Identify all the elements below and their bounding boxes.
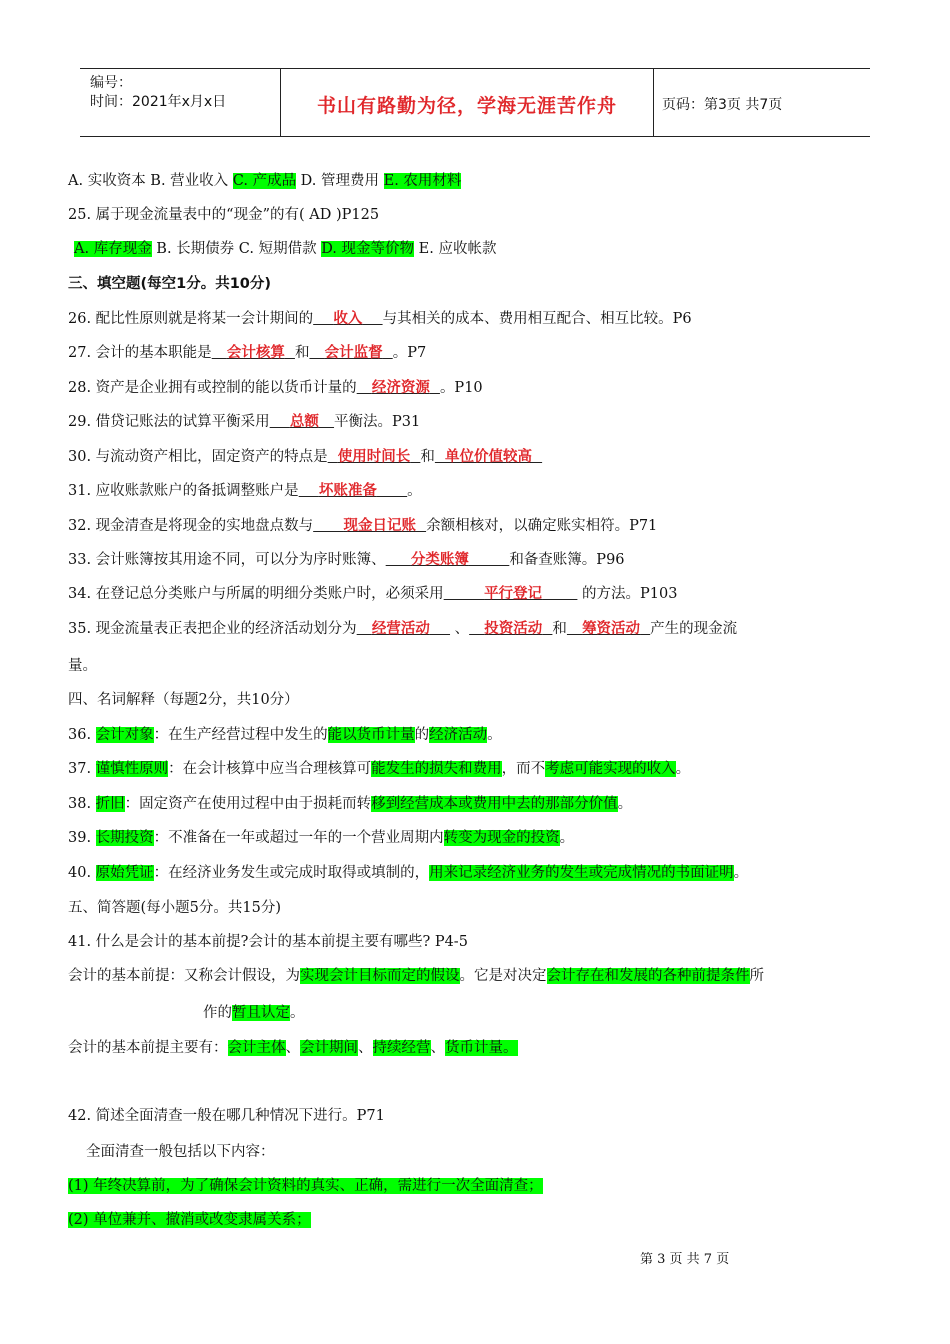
q41-text-4: 作的 <box>203 1005 232 1021</box>
q41-text-5: 。 <box>290 1005 305 1021</box>
section-4-heading: 四、名词解释（每题2分，共10分） <box>68 692 299 708</box>
q32-text: 32. 现金清查是将现金的实地盘点数与 <box>68 518 314 534</box>
q36-key-2: 经济活动 <box>429 727 488 743</box>
q26 <box>68 309 692 329</box>
page-header <box>80 68 870 137</box>
q40-text-end: 。 <box>733 865 749 881</box>
q36-text-end: 。 <box>487 727 502 743</box>
q35-text: 35. 现金流量表正表把企业的经济活动划分为 <box>68 621 357 637</box>
q27-answer-2: 会计监督 <box>324 345 383 361</box>
header-left-cell <box>80 69 281 136</box>
q41-stem: 41. 什么是会计的基本前提?会计的基本前提主要有哪些? P4-5 <box>68 934 468 950</box>
q24-option-ab: A. 实收资本 B. 营业收入 <box>68 173 233 189</box>
q33-answer: 分类账簿 <box>410 552 469 568</box>
q36-number: 36. <box>68 727 96 743</box>
q41-answer-line-1 <box>68 966 764 986</box>
q31-text: 31. 应收账款账户的备抵调整账户是 <box>68 483 299 499</box>
q32-text-end: 余额相核对，以确定账实相符。P71 <box>426 518 658 534</box>
q41-key-3: 暂且认定 <box>232 1005 290 1021</box>
q41-sep-2: 、 <box>358 1040 373 1056</box>
q34 <box>68 584 677 604</box>
q25-option-e: E. 应收帐款 <box>414 241 497 257</box>
q39-key-1: 转变为现金的投资 <box>443 830 560 846</box>
q32-answer: 现金日记账 <box>343 518 416 534</box>
q41-key-1: 实现会计目标而定的假设 <box>300 968 460 984</box>
q30-text: 30. 与流动资产相比，固定资产的特点是 <box>68 449 328 465</box>
q35-and: 和 <box>552 621 567 637</box>
q26-answer: 收入 <box>333 311 363 327</box>
q39-term: 长期投资 <box>95 830 154 846</box>
q27-answer-1: 会计核算 <box>226 345 285 361</box>
q35-answer-1: 经营活动 <box>371 621 430 637</box>
q41-item-1: 会计主体 <box>227 1040 286 1056</box>
q32 <box>68 516 657 536</box>
q36-key-1: 能以货币计量 <box>327 727 415 743</box>
page-footer: 第 3 页 共 7 页 <box>640 1252 730 1267</box>
q39-text: ：不准备在一年或超过一年的一个营业周期内 <box>153 830 444 846</box>
q28-text: 28. 资产是企业拥有或控制的能以货币计量的 <box>68 380 357 396</box>
section-3-heading: 三、填空题(每空1分。共10分) <box>68 276 272 292</box>
q35-answer-3: 筹资活动 <box>582 621 641 637</box>
q24-option-d: D. 管理费用 <box>296 173 384 189</box>
q27 <box>68 343 426 363</box>
q41-answer-line-3 <box>68 1038 518 1058</box>
q40-term: 原始凭证 <box>95 865 154 881</box>
q31-answer: 坏账准备 <box>318 483 377 499</box>
q39-text-end: 。 <box>559 830 575 846</box>
q42-stem: 42. 简述全面清查一般在哪几种情况下进行。P71 <box>68 1108 385 1124</box>
q25-option-bc: B. 长期债券 C. 短期借款 <box>151 241 322 257</box>
q38-key-1: 移到经营成本或费用中去的那部分价值 <box>371 796 618 812</box>
q38-number: 38. <box>68 796 96 812</box>
q41-sep-1: 、 <box>285 1040 300 1056</box>
q34-text-end: 的方法。P103 <box>577 586 678 602</box>
q37-number: 37. <box>68 761 96 777</box>
q25-option-d: D. 现金等价物 <box>321 241 415 257</box>
q28-text-end: 。P10 <box>439 380 483 396</box>
q37-text-2: ，而不 <box>501 761 546 777</box>
q26-text: 26. 配比性原则就是将某一会计期间的 <box>68 311 314 327</box>
q37-key-1: 能发生的损失和费用 <box>371 761 502 777</box>
q39 <box>68 828 574 848</box>
q41-item-3: 持续经营 <box>372 1040 431 1056</box>
q25-stem: 25. 属于现金流量表中的“现金”的有( AD )P125 <box>68 207 380 223</box>
q41-answer-line-2 <box>203 1003 305 1023</box>
q37-key-2: 考虑可能实现的收入 <box>545 761 676 777</box>
header-motto-cell <box>281 69 654 136</box>
q38-text: ：固定资产在使用过程中由于损耗而转 <box>124 796 372 812</box>
q35-text-end: 产生的现金流 <box>650 621 738 637</box>
q42-item-2 <box>68 1210 311 1230</box>
q27-and: 和 <box>294 345 310 361</box>
q26-text-end: 与其相关的成本、费用相互配合、相互比较。P6 <box>382 311 692 327</box>
q29-text-end: 平衡法。P31 <box>334 414 421 430</box>
q29-answer: 总额 <box>289 414 319 430</box>
q40-text: ：在经济业务发生或完成时取得或填制的， <box>153 865 430 881</box>
q28 <box>68 378 483 398</box>
q24-option-e: E. 农用材料 <box>383 173 462 189</box>
q33-text: 33. 会计账簿按其用途不同，可以分为序时账簿、 <box>68 552 386 568</box>
q34-text: 34. 在登记总分类账户与所属的明细分类账户时，必须采用 <box>68 586 444 602</box>
header-page-cell <box>654 69 870 136</box>
q33-text-end: 和备查账簿。P96 <box>509 552 625 568</box>
q29 <box>68 412 420 432</box>
q38 <box>68 794 632 814</box>
q37-text: ：在会计核算中应当合理核算可 <box>168 761 372 777</box>
q30 <box>68 447 542 467</box>
q36 <box>68 725 502 745</box>
q30-answer-1: 使用时间长 <box>337 449 411 465</box>
q41-item-4: 货币计量。 <box>445 1040 518 1056</box>
section-5-heading: 五、简答题(每小题5分。共15分) <box>68 900 281 916</box>
q33 <box>68 550 625 570</box>
q38-term: 折旧 <box>95 796 125 812</box>
q24-options <box>68 171 461 191</box>
q36-text: ：在生产经营过程中发生的 <box>153 727 328 743</box>
q41-key-2: 会计存在和发展的各种前提条件 <box>546 968 750 984</box>
q41-text: 会计的基本前提：又称会计假设，为 <box>68 968 300 984</box>
q38-text-end: 。 <box>617 796 633 812</box>
q36-text-2: 的 <box>414 727 430 743</box>
q37-text-end: 。 <box>675 761 691 777</box>
q31 <box>68 481 422 501</box>
q41-item-2: 会计期间 <box>300 1040 358 1056</box>
serial-label: 编号： <box>90 75 132 91</box>
q24-option-c: C. 产成品 <box>232 173 297 189</box>
q41-sep-3: 、 <box>430 1040 445 1056</box>
q42-item-2-text: (2) 单位兼并、撤消或改变隶属关系； <box>68 1212 311 1228</box>
q42-intro: 全面清查一般包括以下内容： <box>86 1144 275 1160</box>
motto: 书山有路勤为径，学海无涯苦作舟 <box>316 95 617 117</box>
q34-answer: 平行登记 <box>484 586 543 602</box>
q35-continuation: 量。 <box>68 658 97 674</box>
q42-item-1 <box>68 1176 543 1196</box>
q25-option-a: A. 库存现金 <box>74 241 152 257</box>
q41-text-2: 。它是对决定 <box>459 968 547 984</box>
q37 <box>68 759 690 779</box>
q27-text: 27. 会计的基本职能是 <box>68 345 212 361</box>
q31-text-end: 。 <box>407 483 422 499</box>
date-label: 时间：2021年x月x日 <box>90 94 227 110</box>
q27-text-end: 。P7 <box>392 345 427 361</box>
q42-item-1-text: (1) 年终决算前，为了确保会计资料的真实、正确，需进行一次全面清查； <box>68 1178 543 1194</box>
q35-sep: 、 <box>450 621 470 637</box>
q40-key-1: 用来记录经济业务的发生或完成情况的书面证明 <box>429 865 734 881</box>
q41-text-3: 所 <box>749 968 764 984</box>
q29-text: 29. 借贷记账法的试算平衡采用 <box>68 414 270 430</box>
q40-number: 40. <box>68 865 96 881</box>
q35-answer-2: 投资活动 <box>484 621 543 637</box>
q36-term: 会计对象 <box>95 727 154 743</box>
q39-number: 39. <box>68 830 96 846</box>
page-number: 页码：第3页 共7页 <box>662 97 783 113</box>
q25-options <box>74 239 496 259</box>
q35 <box>68 619 737 639</box>
q30-answer-2: 单位价值较高 <box>445 449 532 465</box>
q37-term: 谨慎性原则 <box>95 761 169 777</box>
q40 <box>68 863 748 883</box>
q30-and: 和 <box>420 449 435 465</box>
q41-text-6: 会计的基本前提主要有： <box>68 1040 228 1056</box>
q28-answer: 经济资源 <box>371 380 430 396</box>
